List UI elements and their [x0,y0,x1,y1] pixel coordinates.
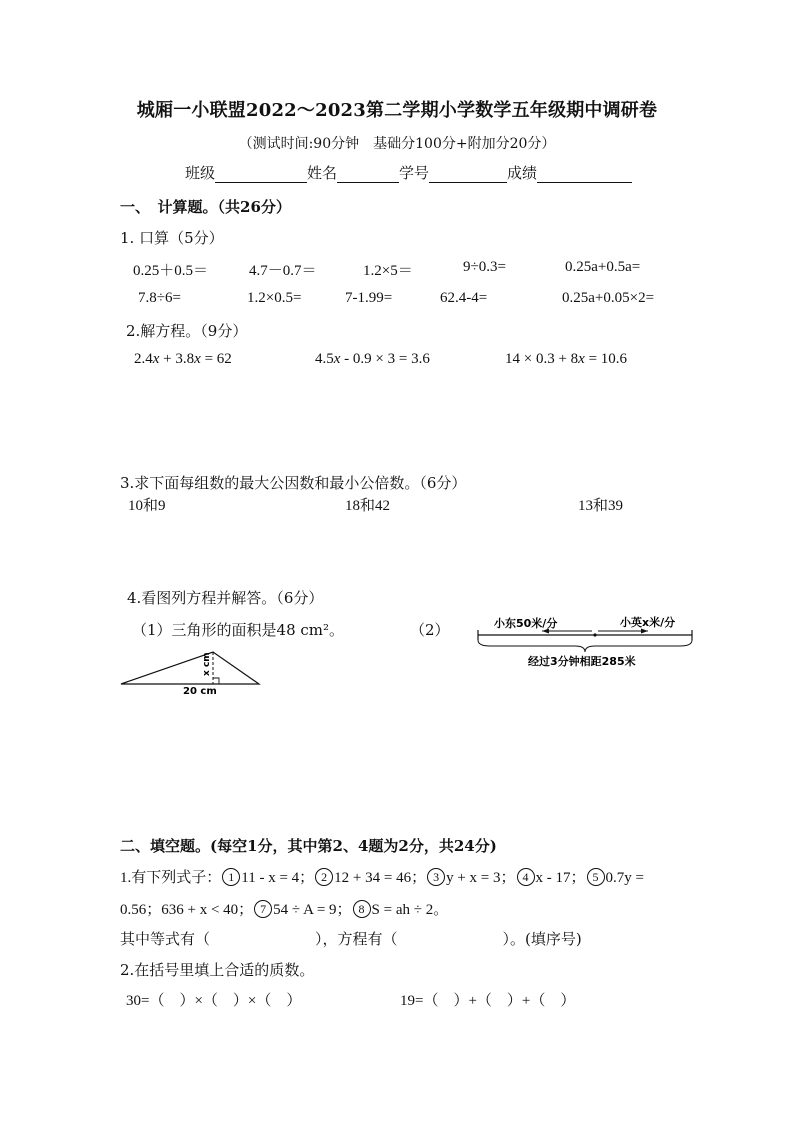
triangle-height-label: x cm [202,652,212,676]
number-blank[interactable] [429,167,507,183]
circle-number-8: 8 [353,900,371,918]
xiaoying-speed-label: 小英x米/分 [620,616,676,629]
circle-number-1: 1 [222,868,240,886]
circle-number-5: 5 [587,868,605,886]
equation-1: 2.4x + 3.8x = 62 [134,351,232,367]
number-pair-3: 13和39 [578,498,624,514]
distance-label: 经过3分钟相距285米 [528,655,636,668]
oral-calc-7: 1.2×0.5= [247,290,302,306]
number-pair-1: 10和9 [128,498,166,514]
number-label: 学号 [399,164,430,182]
student-info-line [185,162,632,183]
q4-sub2: （2） [410,621,450,639]
triangle-base-label: 20 cm [183,686,217,697]
oral-calc-2: 4.7－0.7＝ [249,263,317,279]
name-blank[interactable] [337,167,399,183]
class-label: 班级 [185,164,216,182]
oral-calc-6: 7.8÷6= [138,290,181,306]
xiaodong-speed-label: 小东50米/分 [494,617,558,630]
q4-title: 4.看图列方程并解答。（6分） [127,589,324,607]
q2-title: 2.解方程。（9分） [126,322,248,340]
oral-calc-10: 0.25a+0.05×2= [562,290,655,306]
score-label: 成绩 [507,164,538,182]
equation-3: 14 × 0.3 + 8x = 10.6 [505,351,628,367]
distance-diagram [470,608,706,672]
oral-calc-5: 0.25a+0.5a= [565,259,641,275]
page-subtitle: （测试时间:90分钟 基础分100分+附加分20分） [238,136,556,152]
fill-q2-title: 2.在括号里填上合适的质数。 [120,961,315,979]
equation-2: 4.5x - 0.9 × 3 = 3.6 [315,351,430,367]
triangle-figure [115,640,275,702]
fill-q1-answer-line[interactable]: 其中等式有（ ），方程有（ ）。(填序号) [120,930,582,948]
score-blank[interactable] [537,167,632,183]
number-pair-2: 18和42 [345,498,391,514]
circle-number-7: 7 [254,900,272,918]
oral-calc-9: 62.4-4= [440,290,488,306]
circle-number-2: 2 [315,868,333,886]
oral-calc-1: 0.25＋0.5＝ [133,263,209,279]
q4-sub1: （1）三角形的面积是48 cm²。 [132,621,345,639]
class-blank[interactable] [215,167,307,183]
prime-fill-right[interactable]: 19=（ ）+（ ）+（ ） [400,993,576,1009]
oral-calc-4: 9÷0.3= [463,259,506,275]
q1-title: 1. 口算（5分） [120,229,224,247]
circle-number-3: 3 [427,868,445,886]
fill-q1-line1: 1.有下列式子： 1 11 - x = 4； 2 12 + 34 = 46； 3 y + x = 3； 4 x - 17； 5 0.7y = [120,870,644,886]
section1-title: 一、 计算题。（共26分） [120,198,291,216]
q3-title: 3.求下面每组数的最大公因数和最小公倍数。（6分） [120,474,467,492]
section2-title: 二、填空题。(每空1分，其中第2、4题为2分，共24分) [120,837,497,855]
fill-q1-line2: 0.56；636 + x < 40； 7 54 ÷ A = 9； 8 S = ah ÷ 2。 [120,902,449,918]
oral-calc-8: 7-1.99= [345,290,393,306]
oral-calc-3: 1.2×5＝ [363,263,413,279]
page-title: 城厢一小联盟2022～2023第二学期小学数学五年级期中调研卷 [136,100,658,121]
circle-number-4: 4 [517,868,535,886]
name-label: 姓名 [307,164,338,182]
prime-fill-left[interactable]: 30=（ ）×（ ）×（ ） [126,993,302,1009]
